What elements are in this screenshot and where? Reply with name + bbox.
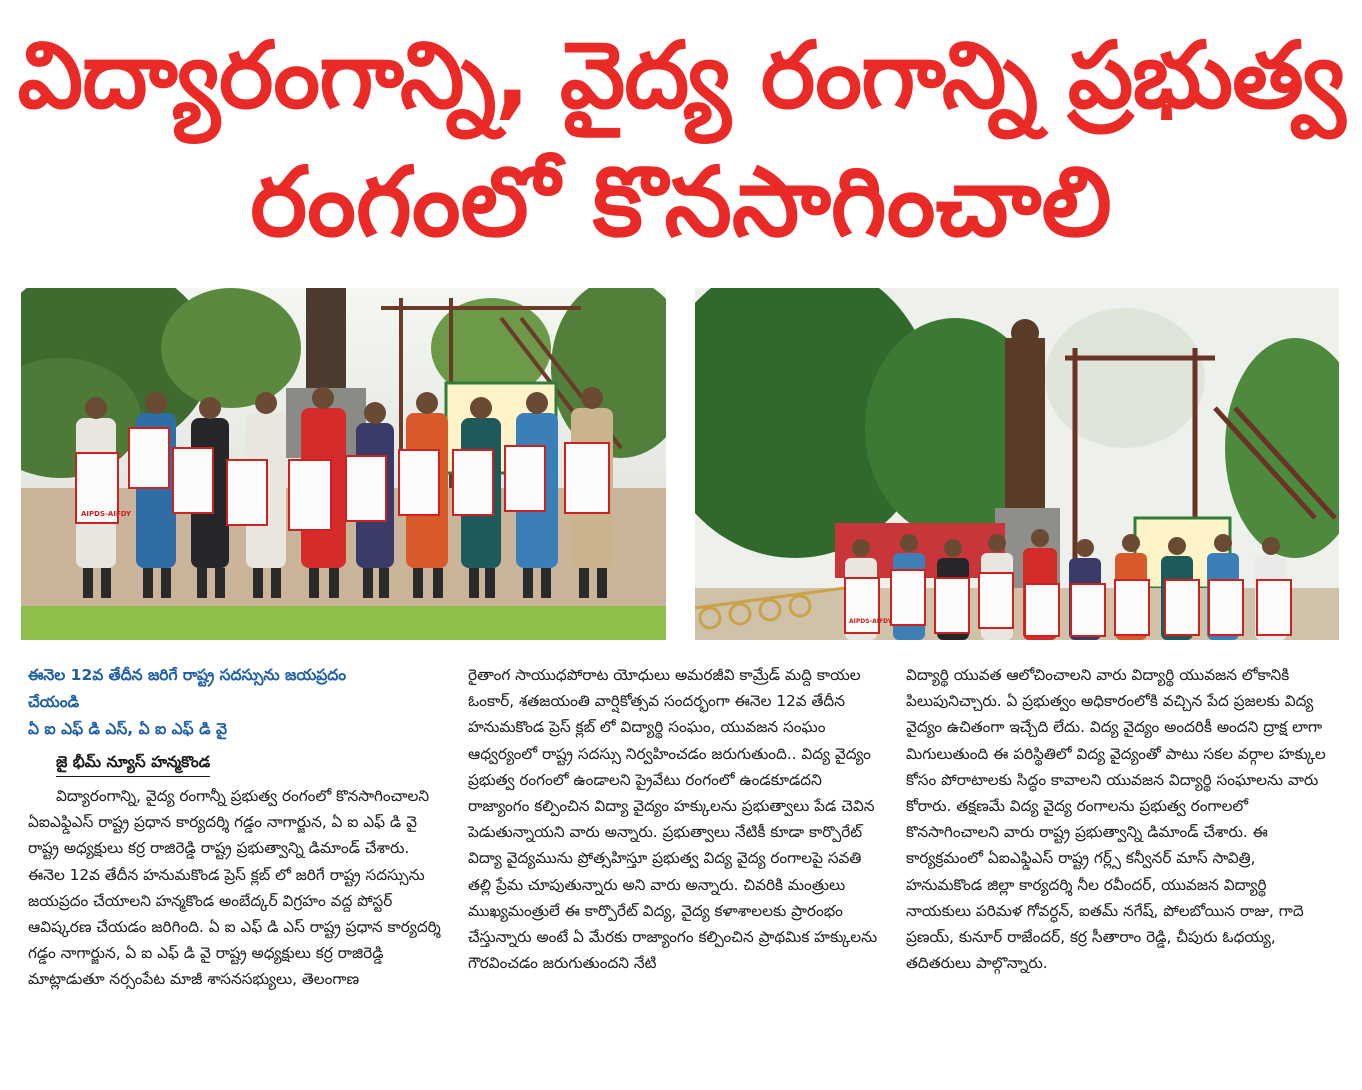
poster-label-right: AIPDS-AIFDY — [849, 618, 892, 625]
photo-right-illustration — [695, 288, 1339, 640]
article-text-col3: విద్యార్థి యువత ఆలోచించాలని వారు విద్యార్థి యువజన లోకానికి పిలుపునిచ్చారు. ఏ ప్రభుత్వం అధికారంలోకి వచ్చిన పేద ప్రజలకు విద్య వైద్యం ఉచితంగా ఇచ్చేది లేదు. విద్య వైద్యం అందరికీ అందని ద్రాక్ష లాగా మిగులుతుంది ఈ పరిస్థితిలో విద్య వైద్యంతో పాటు సకల వర్గాల హక్కుల కోసం పోరాటాలకు సిద్ధం కావాలని యువజన విద్యార్థి సంఘాలను వారు కోరారు. తక్షణమే విద్య వైద్య రంగాలను ప్రభుత్వ రంగాలలో కొనసాగించాలని వారు రాష్ట్ర ప్రభుత్వాన్ని డిమాండ్ చేశారు. ఈ కార్యక్రమంలో ఏఐఎఫ్డిఎస్ రాష్ట్ర గర్ల్స్ కన్వీనర్ మాస్ సావిత్రి, హనుమకొండ జిల్లా కార్యదర్శి నీల రవీందర్, యువజన విద్యార్థి నాయకులు పరిమళ గోవర్ధన్, ఐతమ్ నగేష్, పోలబోయిన రాజు, గాదె ప్రణయ్, కునూర్ రాజేందర్, కర్ర సీతారాం రెడ్డి, చీపురు ఓధయ్య, తదితరులు పాల్గొన్నారు. — [906, 666, 1326, 973]
article-column-3 — [906, 662, 1334, 976]
byline: జై భీమ్ న్యూస్ హన్మకొండ — [56, 749, 210, 777]
subhead-line-3: ఏ ఐ ఎఫ్ డి ఎస్, ఏ ఐ ఎఫ్ డి వై — [28, 720, 227, 738]
headline — [0, 18, 1362, 262]
article-text-col2: రైతాంగ సాయుధపోరాట యోధులు అమరజీవి కామ్రేడ్ మద్ది కాయల ఓంకార్, శతజయంతి వార్షికోత్సవ సందర్భంగా ఈనెల 12వ తేదీన హనుమకొండ ప్రెస్ క్లబ్ లో విద్యార్థి సంఘం, యువజన సంఘం ఆధ్వర్యంలో రాష్ట్ర సదస్సు నిర్వహించడం జరుగుతుంది.. విద్య వైద్యం ప్రభుత్వ రంగంలో ఉండాలని ప్రైవేటు రంగంలో ఉండకూడదని రాజ్యాంగం కల్పించిన విద్యా వైద్యం హక్కులను ప్రభుత్వాలు పేడ చెవిన పెడుతున్నాయని వారు అన్నారు. ప్రభుత్వాలు నేటికీ కూడా కార్పొరేట్ విద్యా వైద్యమును ప్రోత్సహిస్తూ ప్రభుత్వ విద్య వైద్య రంగాలపై సవతి తల్లి ప్రేమ చూపుతున్నారు అని వారు అన్నారు. చివరికి మంత్రులు ముఖ్యమంత్రులే ఈ కార్పొరేట్ విద్య, వైద్య కళాశాలలకు ప్రారంభం చేస్తున్నారు అంటే ఏ మేరకు రాజ్యాంగం కల్పించిన ప్రాథమిక హక్కులను గౌరవించడం జరుగుతుందని నేటి — [468, 666, 878, 973]
photo-poster-launch-right — [695, 288, 1339, 640]
photo-left-illustration — [21, 288, 666, 640]
headline-line-2: రంగంలో కొనసాగించాలి — [250, 146, 1112, 258]
poster-label-left: AIPDS-AIFDY — [81, 510, 132, 518]
subhead-line-2: చేయండి — [28, 693, 80, 711]
article-column-1 — [28, 662, 446, 993]
article-column-2 — [468, 662, 888, 976]
article-text-col1: విద్యారంగాన్ని, వైద్య రంగాన్నీ ప్రభుత్వ రంగంలో కొనసాగించాలని ఏఐఎఫ్డిఎస్ రాష్ట్ర ప్రధాన కార్యదర్శి గడ్డం నాగార్జున, ఏ ఐ ఎఫ్ డి వై రాష్ట్ర అధ్యక్షులు కర్ర రాజిరెడ్డి రాష్ట్ర ప్రభుత్వాన్ని డిమాండ్ చేశారు. ఈనెల 12వ తేదీన హనుమకొండ ప్రెస్ క్లబ్ లో జరిగే రాష్ట్ర సదస్సును జయప్రదం చేయాలని హన్మకొండ అంబేద్కర్ విగ్రహం వద్ద పోస్టర్ ఆవిష్కరణ చేయడం జరిగింది. ఏ ఐ ఎఫ్ డి ఎస్ రాష్ట్ర ప్రధాన కార్యదర్శి గడ్డం నాగార్జున, ఏ ఐ ఎఫ్ డి వై రాష్ట్ర అధ్యక్షులు కర్ర రాజిరెడ్డి మాట్లాడుతూ నర్సంపేట మాజీ శాసనసభ్యులు, తెలంగాణ — [28, 787, 441, 989]
photo-poster-launch-left — [21, 288, 666, 640]
subhead-line-1: ఈనెల 12వ తేదీన జరిగే రాష్ట్ర సదస్సును జయప్రదం — [28, 666, 347, 684]
headline-line-1: విద్యారంగాన్ని, వైద్య రంగాన్ని ప్రభుత్వ — [17, 22, 1345, 129]
